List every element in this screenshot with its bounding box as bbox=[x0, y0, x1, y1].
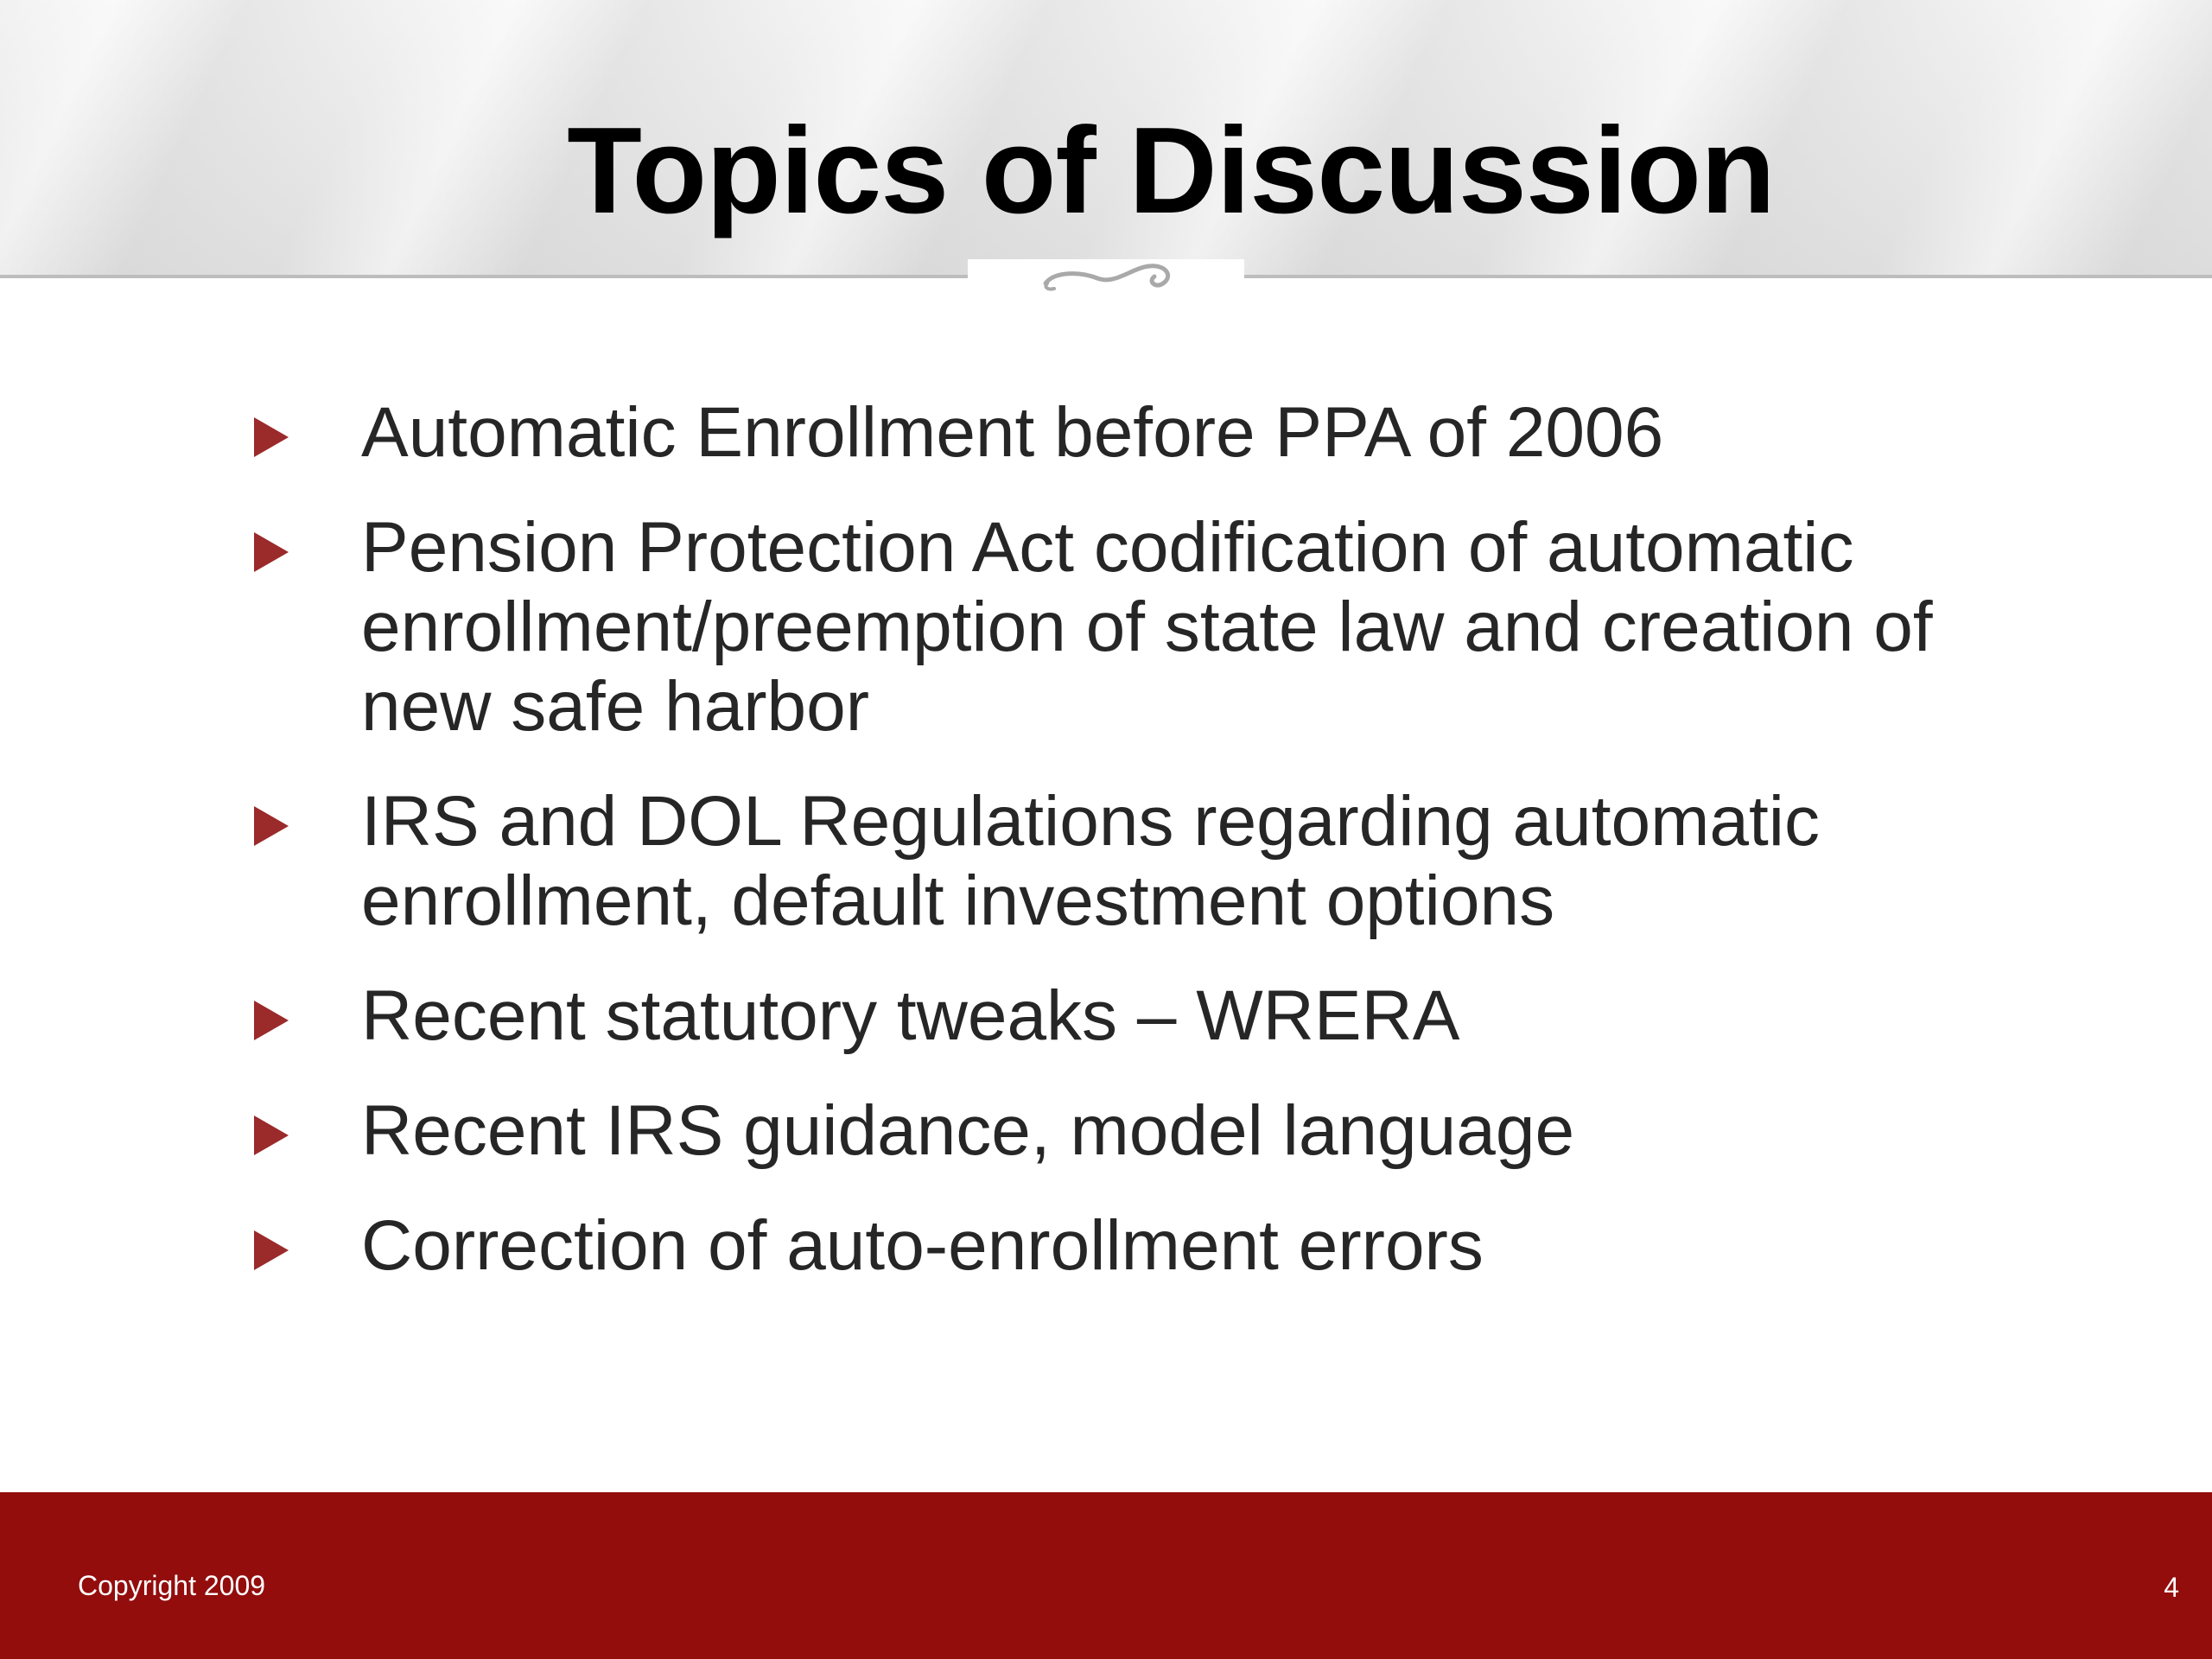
title-band bbox=[0, 0, 2212, 278]
bullet-text: Correction of auto-enrollment errors bbox=[361, 1206, 1484, 1285]
bullet-text: Pension Protection Act codification of automatic enrollment/preemption of state law and creation of new safe harbor bbox=[361, 508, 1933, 746]
page-number: 4 bbox=[2164, 1572, 2179, 1603]
list-item bbox=[251, 393, 2031, 473]
copyright-notice: Copyright 2009 bbox=[78, 1570, 266, 1601]
triangle-bullet-icon bbox=[254, 532, 289, 572]
footer-bar bbox=[0, 1492, 2212, 1659]
bullet-text: Recent statutory tweaks – WRERA bbox=[361, 976, 1460, 1055]
list-item bbox=[251, 508, 2031, 747]
bullet-list bbox=[251, 393, 2031, 1321]
list-item bbox=[251, 1206, 2031, 1286]
bullet-text: Automatic Enrollment before PPA of 2006 bbox=[361, 393, 1664, 472]
triangle-bullet-icon bbox=[254, 417, 289, 457]
bullet-text: Recent IRS guidance, model language bbox=[361, 1091, 1575, 1170]
flourish-ornament-icon bbox=[1028, 252, 1184, 301]
triangle-bullet-icon bbox=[254, 1116, 289, 1155]
bullet-text: IRS and DOL Regulations regarding automatic enrollment, default investment options bbox=[361, 782, 1821, 940]
triangle-bullet-icon bbox=[254, 806, 289, 846]
list-item bbox=[251, 1091, 2031, 1171]
slide-title: Topics of Discussion bbox=[567, 102, 1775, 239]
triangle-bullet-icon bbox=[254, 1230, 289, 1270]
triangle-bullet-icon bbox=[254, 1001, 289, 1040]
list-item bbox=[251, 976, 2031, 1056]
list-item bbox=[251, 782, 2031, 941]
